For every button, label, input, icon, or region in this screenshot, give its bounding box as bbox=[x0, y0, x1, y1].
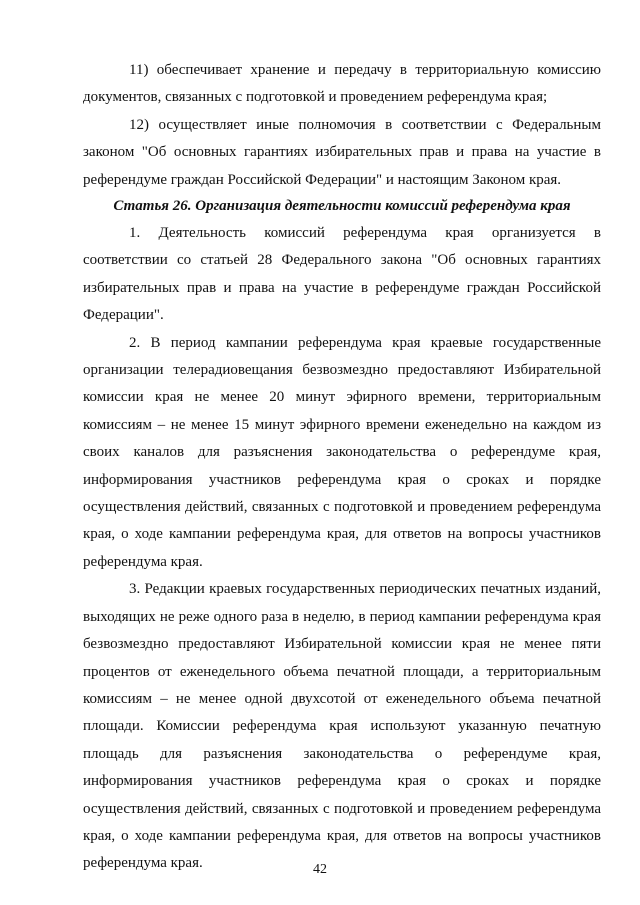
article-paragraph-1: 1. Деятельность комиссий референдума края организуется в соответствии со статьей 28 Федерального закона "Об основных гарантиях избирательных прав и права на участие в референдуме граждан Российской Федерации". bbox=[83, 225, 601, 324]
article-heading: Статья 26. Организация деятельности комиссий референдума края bbox=[113, 198, 571, 214]
article-text-block bbox=[83, 220, 601, 878]
article-paragraph-2: 2. В период кампании референдума края краевые государственные организации телерадиовещания безвозмездно предоставляют Избирательной комиссии края не менее 20 минут эфирного времени, территориальным комиссиям – не менее 15 минут эфирного времени еженедельно на каждом из своих каналов для разъяснения законодательства о референдуме края, информирования участников референдума края о сроках и порядке осуществления действий, связанных с подготовкой и проведением референдума края, о ходе кампании референдума края, для ответов на вопросы участников референдума края. bbox=[83, 334, 601, 570]
paragraph-item-11: 11) обеспечивает хранение и передачу в территориальную комиссию документов, связанных с подготовкой и проведением референдума края; bbox=[83, 62, 601, 106]
page-number: 42 bbox=[313, 862, 327, 877]
article-paragraph-3: 3. Редакции краевых государственных периодических печатных изданий, выходящих не реже одного раза в неделю, в период кампании референдума края безвозмездно предоставляют Избирательной комиссии края не менее пяти процентов от еженедельного объема печатной площади, а территориальным комиссиям – не менее одной двухсотой от еженедельного объема печатной площади. Комиссии референдума края используют указанную печатную площадь для разъяснения законодательства о референдуме края, информирования участников референдума края о сроках и порядке осуществления действий, связанных с подготовкой и проведением референдума края, о ходе кампании референдума края, для ответов на вопросы участников референдума края. bbox=[83, 581, 601, 872]
top-text-block bbox=[83, 57, 601, 194]
paragraph-item-12: 12) осуществляет иные полномочия в соответствии с Федеральным законом "Об основных гарантиях избирательных прав и права на участие в референдуме граждан Российской Федерации" и настоящим Законом края. bbox=[83, 116, 601, 188]
